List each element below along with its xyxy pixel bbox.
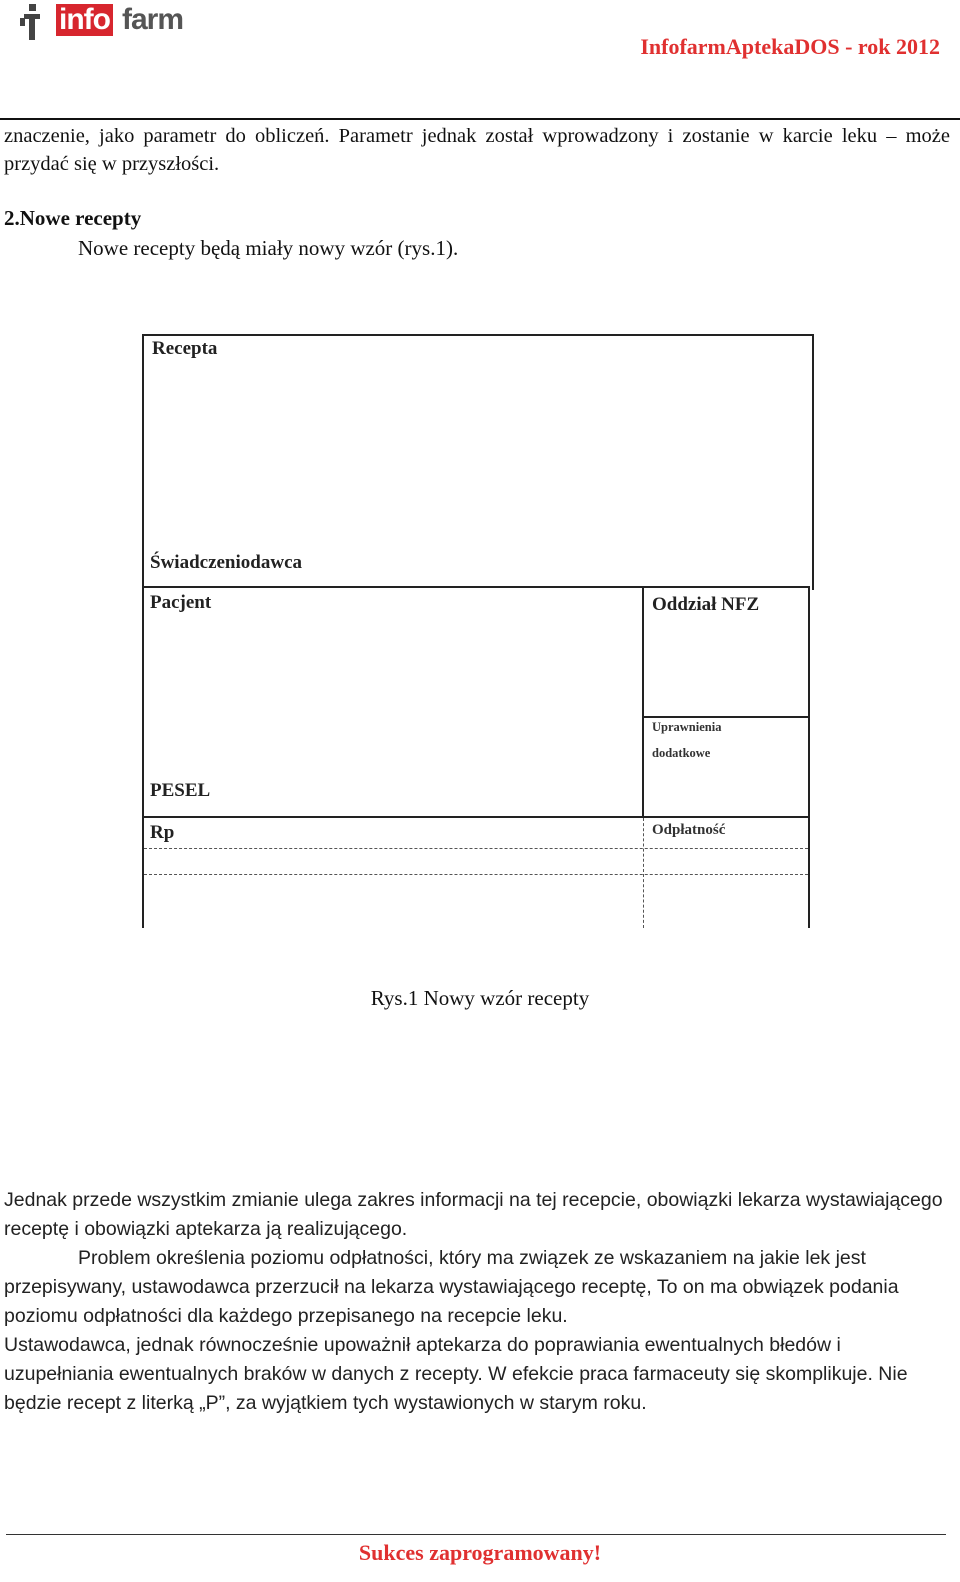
section-title: 2.Nowe recepty <box>4 206 142 230</box>
figure-caption: Rys.1 Nowy wzór recepty <box>370 986 590 1010</box>
footer-slogan: Sukces zaprogramowany! <box>358 1540 602 1565</box>
intro-paragraph: znaczenie, jako parametr do obliczeń. Parametr jednak został wprowadzony i zostanie w karcie leku – może przydać się w przyszłości. <box>4 125 950 175</box>
pacjent-box <box>142 586 644 818</box>
dodatkowe-label: dodatkowe <box>652 746 711 760</box>
rp-left-border <box>142 816 144 928</box>
swiadczeniodawca-label: Świadczeniodawca <box>150 552 302 573</box>
pesel-label: PESEL <box>150 780 211 801</box>
pacjent-label: Pacjent <box>150 592 212 613</box>
rp-dashed-divider-1 <box>144 848 808 849</box>
prescription-form-figure <box>138 322 830 928</box>
header-divider <box>0 118 960 120</box>
logo-text-farm: farm <box>122 3 184 36</box>
infofarm-logo-mark-icon <box>20 4 46 40</box>
body-paragraph-2: Problem określenia poziomu odpłatności, który ma związek ze wskazaniem na jakie lek jest przepisywany, ustawodawca przerzucił na lekarza wystawiającego receptę, To on ma obwiązek podania poziomu odpłatności dla każdego przepisanego na recepcie leku. <box>4 1247 899 1327</box>
body-text <box>4 1186 948 1418</box>
rp-label: Rp <box>150 822 175 843</box>
body-paragraph-1: Jednak przede wszystkim zmianie ulega zakres informacji na tej recepcie, obowiązki lekarza wystawiającego receptę i obowiązki aptekarza ją realizującego. <box>4 1189 943 1240</box>
rp-dashed-divider-2 <box>144 874 808 875</box>
odplatnosc-label: Odpłatność <box>652 822 726 838</box>
oddzial-nfz-label: Oddział NFZ <box>652 594 760 615</box>
uprawnienia-label: Uprawnienia <box>652 720 722 734</box>
body-paragraph-3: Ustawodawca, jednak równocześnie upoważnił aptekarza do poprawiania ewentualnych błedów i uzupełniania ewentualnych braków w danych z recepty. W efekcie praca farmaceuty się skomplikuje. Nie będzie recept z literką „P”, za wyjątkiem tych wystawionych w starym roku. <box>4 1334 908 1414</box>
section-subtitle: Nowe recepty będą miały nowy wzór (rys.1). <box>78 236 459 260</box>
rp-dashed-divider-vertical <box>643 818 644 928</box>
footer-divider <box>6 1534 946 1535</box>
rp-right-border <box>808 816 810 928</box>
recepta-label: Recepta <box>152 338 218 359</box>
logo-text-info: info <box>56 4 113 36</box>
infofarm-logo <box>20 2 220 42</box>
header-title: InfofarmAptekaDOS - rok 2012 <box>640 34 940 59</box>
